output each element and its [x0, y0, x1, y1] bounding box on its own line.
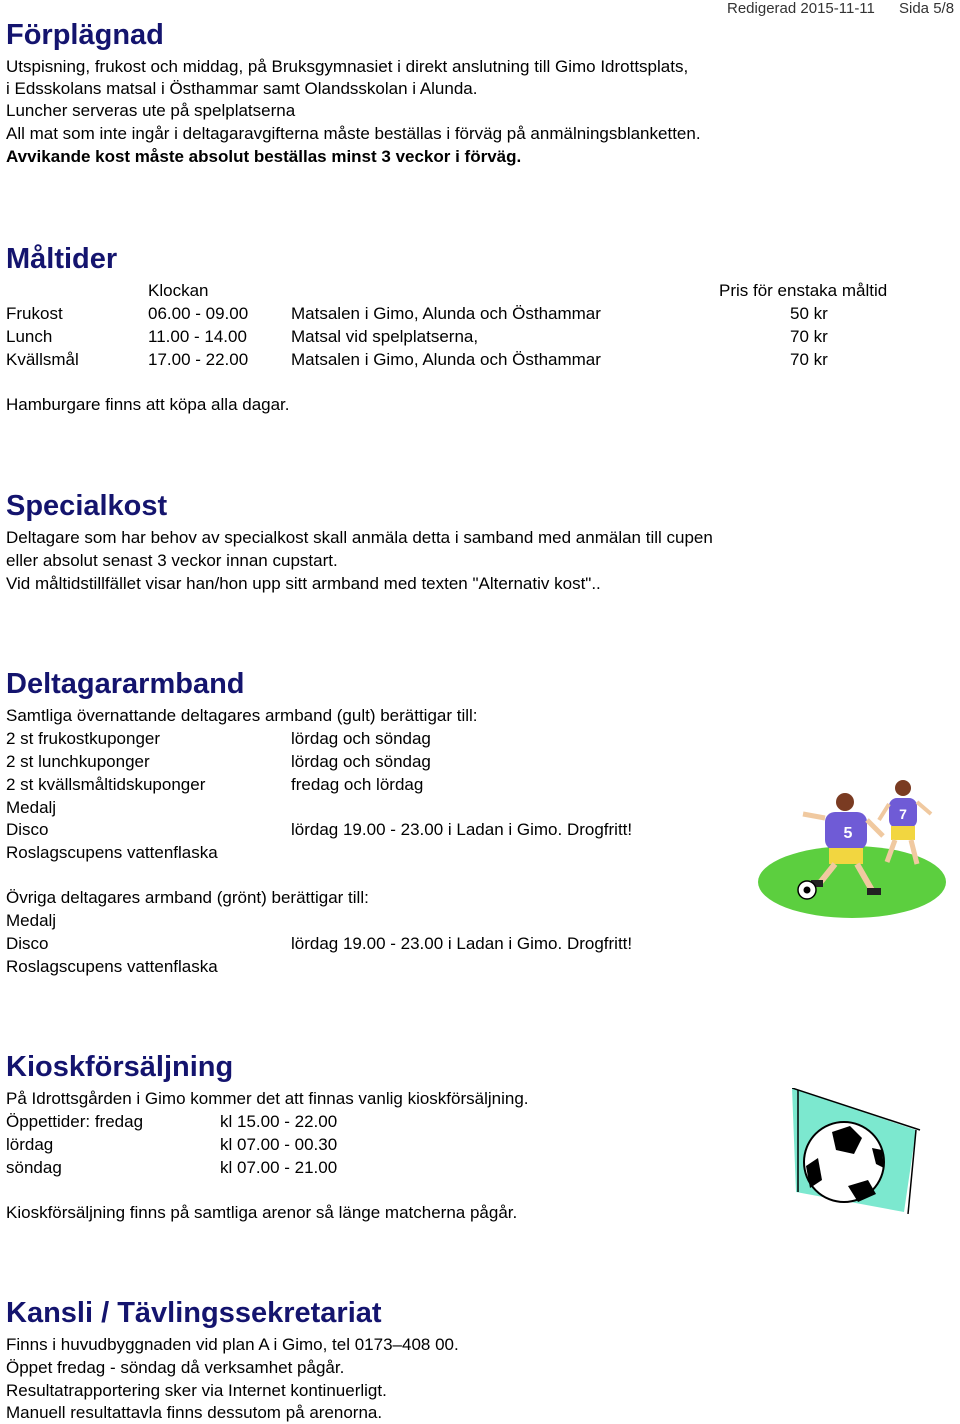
kansli-line: Öppet fredag - söndag då verksamhet pågår. — [6, 1358, 345, 1377]
heading-specialkost: Specialkost — [6, 490, 168, 522]
forplagnad-bold-line: Avvikande kost måste absolut beställas minst 3 veckor i förväg. — [6, 147, 522, 166]
meal-time: 11.00 - 14.00 — [148, 327, 247, 346]
kiosk-hours-time: kl 07.00 - 21.00 — [220, 1158, 338, 1177]
col-header-price: Pris för enstaka måltid — [719, 281, 888, 300]
soccer-ball-illustration — [792, 1088, 922, 1214]
revision-date: Redigerad 2015-11-11 — [727, 0, 875, 17]
heading-forplagnad: Förplägnad — [6, 19, 164, 51]
kiosk-intro: På Idrottsgården i Gimo kommer det att finnas vanlig kioskförsäljning. — [6, 1089, 529, 1108]
armband-item-value: lördag och söndag — [291, 729, 431, 748]
kiosk-hours-day: Öppettider: fredag — [6, 1112, 144, 1131]
meal-price: 50 kr — [790, 304, 828, 323]
kiosk-note: Kioskförsäljning finns på samtliga arenor så länge matcherna pågår. — [6, 1203, 518, 1222]
heading-kiosk: Kioskförsäljning — [6, 1051, 234, 1083]
specialkost-line: Vid måltidstillfället visar han/hon upp sitt armband med texten "Alternativ kost".. — [6, 574, 601, 593]
meal-place: Matsalen i Gimo, Alunda och Östhammar — [291, 304, 601, 323]
heading-maltider: Måltider — [6, 243, 118, 275]
armband-item-label: 2 st kvällsmåltidskuponger — [6, 775, 206, 794]
armband-item-label: 2 st frukostkuponger — [6, 729, 161, 748]
armband-item-label: Roslagscupens vattenflaska — [6, 843, 218, 862]
heading-deltagararmband: Deltagararmband — [6, 668, 245, 700]
armband-item-label: Roslagscupens vattenflaska — [6, 957, 218, 976]
kansli-line: Finns i huvudbyggnaden vid plan A i Gimo, tel 0173–408 00. — [6, 1335, 459, 1354]
col-header-time: Klockan — [148, 281, 209, 300]
specialkost-line: eller absolut senast 3 veckor innan cupstart. — [6, 551, 338, 570]
page-number: Sida 5/8 — [899, 0, 955, 17]
armband-intro: Övriga deltagares armband (grönt) berättigar till: — [6, 888, 369, 907]
meal-time: 17.00 - 22.00 — [148, 350, 249, 369]
forplagnad-line: Utspisning, frukost och middag, på Bruksgymnasiet i direkt anslutning till Gimo Idrottsplats, — [6, 57, 689, 76]
meal-name: Frukost — [6, 304, 63, 323]
kiosk-hours-time: kl 07.00 - 00.30 — [220, 1135, 338, 1154]
armband-item-label: 2 st lunchkuponger — [6, 752, 150, 771]
forplagnad-line: All mat som inte ingår i deltagaravgifterna måste beställas i förväg på anmälningsblanketten. — [6, 124, 701, 143]
kiosk-hours-day: lördag — [6, 1135, 54, 1154]
specialkost-line: Deltagare som har behov av specialkost skall anmäla detta i samband med anmälan till cupen — [6, 528, 713, 547]
meal-time: 06.00 - 09.00 — [148, 304, 249, 323]
meal-name: Kvällsmål — [6, 350, 79, 369]
forplagnad-line: i Edsskolans matsal i Östhammar samt Olandsskolan i Alunda. — [6, 79, 478, 98]
armband-item-value: fredag och lördag — [291, 775, 424, 794]
meal-place: Matsal vid spelplatserna, — [291, 327, 479, 346]
armband-item-value: lördag 19.00 - 23.00 i Ladan i Gimo. Drogfritt! — [291, 820, 633, 839]
soccer-players-illustration — [755, 770, 950, 920]
kansli-line: Resultatrapportering sker via Internet kontinuerligt. — [6, 1381, 387, 1400]
meal-name: Lunch — [6, 327, 53, 346]
jersey-number: 7 — [899, 806, 907, 822]
heading-kansli: Kansli / Tävlingssekretariat — [6, 1297, 382, 1329]
armband-item-label: Medalj — [6, 798, 57, 817]
jersey-number: 5 — [843, 825, 853, 842]
forplagnad-line: Luncher serveras ute på spelplatserna — [6, 101, 296, 120]
kiosk-hours-time: kl 15.00 - 22.00 — [220, 1112, 338, 1131]
armband-item-label: Disco — [6, 934, 49, 953]
armband-item-value: lördag och söndag — [291, 752, 431, 771]
armband-item-value: lördag 19.00 - 23.00 i Ladan i Gimo. Drogfritt! — [291, 934, 633, 953]
meal-price: 70 kr — [790, 327, 828, 346]
kiosk-hours-day: söndag — [6, 1158, 62, 1177]
armband-intro: Samtliga övernattande deltagares armband (gult) berättigar till: — [6, 706, 478, 725]
armband-item-label: Medalj — [6, 911, 57, 930]
maltider-note: Hamburgare finns att köpa alla dagar. — [6, 395, 290, 414]
kansli-line: Manuell resultattavla finns dessutom på arenorna. — [6, 1403, 383, 1422]
meal-price: 70 kr — [790, 350, 828, 369]
meal-place: Matsalen i Gimo, Alunda och Östhammar — [291, 350, 601, 369]
armband-item-label: Disco — [6, 820, 49, 839]
